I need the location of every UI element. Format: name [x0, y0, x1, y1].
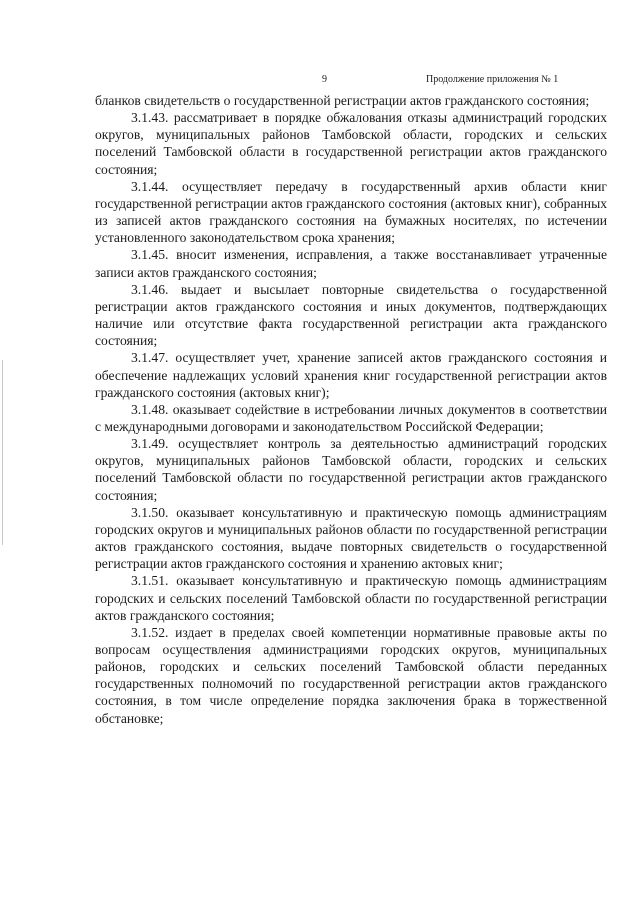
appendix-continuation-caption: Продолжение приложения № 1: [426, 74, 559, 85]
paragraph-3-1-45: 3.1.45. вносит изменения, исправления, а также восстанавливает утраченные записи актов гражданского состояния;: [95, 247, 607, 280]
paragraph-3-1-47: 3.1.47. осуществляет учет, хранение записей актов гражданского состояния и обеспечение надлежащих условий хранения книг государственной регистрации актов гражданского состояния (актовых книг);: [95, 350, 607, 400]
paragraph-3-1-52: 3.1.52. издает в пределах своей компетенции нормативные правовые акты по вопросам осуществления администрациями городских округов, муниципальных районов, городских и сельских поселений Тамбовской области переданных государственных полномочий по государственной регистрации актов гражданского состояния, в том числе определение порядка заключения брака в торжественной обстановке;: [95, 624, 607, 726]
paragraph-3-1-44: 3.1.44. осуществляет передачу в государственный архив области книг государственной регистрации актов гражданского состояния (актовых книг), собранных из записей актов гражданского состояния на бумажных носителях, по истечении установленного законодательством срока хранения;: [95, 178, 607, 246]
paragraph-3-1-48: 3.1.48. оказывает содействие в истребовании личных документов в соответствии с международными договорами и законодательством Российской Федерации;: [95, 401, 607, 434]
document-body: [95, 92, 607, 727]
scan-margin-line: [2, 360, 3, 545]
paragraph-3-1-51: 3.1.51. оказывает консультативную и практическую помощь администрациям городских и сельских поселений Тамбовской области по государственной регистрации актов гражданского состояния;: [95, 573, 607, 623]
page-number: 9: [322, 74, 328, 85]
paragraph-continuation: бланков свидетельств о государственной регистрации актов гражданского состояния;: [95, 93, 590, 108]
paragraph-3-1-50: 3.1.50. оказывает консультативную и практическую помощь администрациям городских округов и муниципальных районов области по государственной регистрации актов гражданского состояния, выдаче повторных свидетельств о государственной регистрации актов гражданского состояния и хранению актовых книг;: [95, 504, 607, 572]
paragraph-3-1-46: 3.1.46. выдает и высылает повторные свидетельства о государственной регистрации актов гражданского состояния и иных документов, подтверждающих наличие или отсутствие факта государственной регистрации акта гражданского состояния;: [95, 281, 607, 349]
paragraph-3-1-43: 3.1.43. рассматривает в порядке обжалования отказы администраций городских округов, муниципальных районов Тамбовской области, городских и сельских поселений Тамбовской области в государственной регистрации актов гражданского состояния;: [95, 110, 607, 177]
paragraph-3-1-49: 3.1.49. осуществляет контроль за деятельностью администраций городских округов, муниципальных районов Тамбовской области, городских и сельских поселений Тамбовской области по государственной регистрации актов гражданского состояния;: [95, 436, 607, 503]
